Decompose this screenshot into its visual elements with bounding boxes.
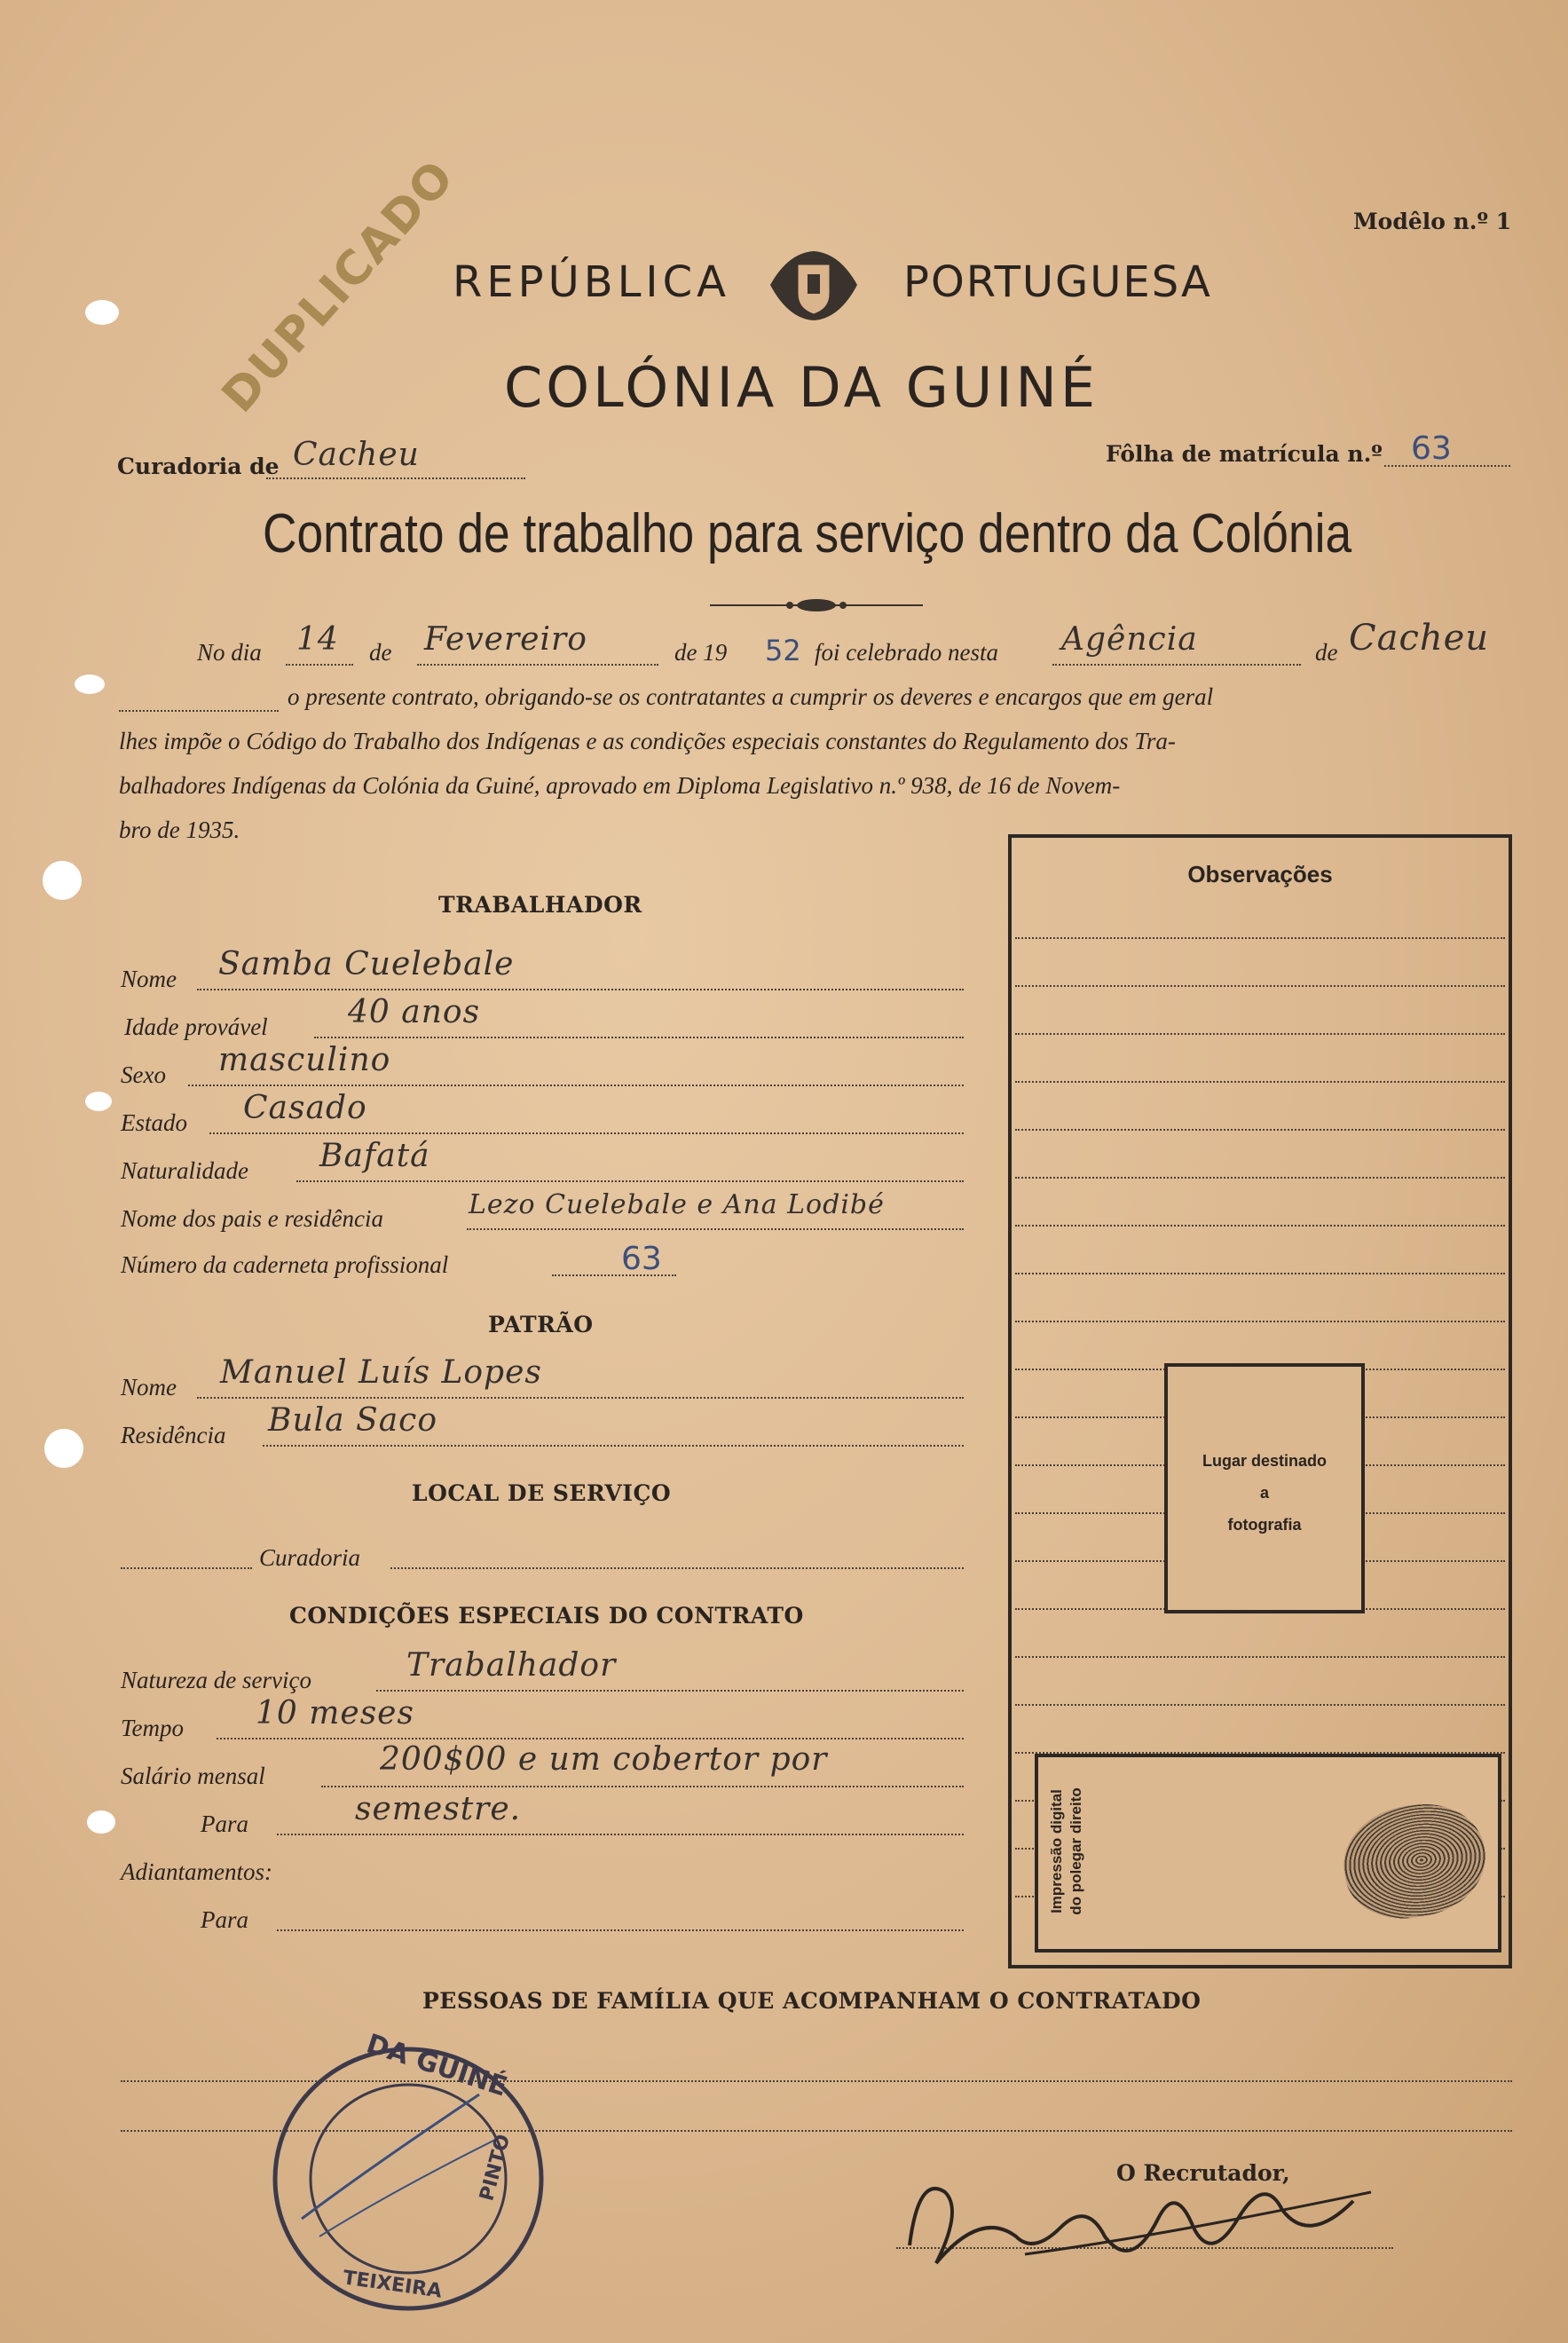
thumbprint-icon — [1336, 1795, 1493, 1926]
intro-day: 14 — [296, 621, 339, 658]
model-number: Modêlo n.º 1 — [1353, 209, 1512, 234]
thumbprint-box — [1035, 1754, 1501, 1952]
day-line — [286, 664, 353, 666]
cond-tempo-line — [217, 1738, 964, 1740]
cond-para-line — [277, 1834, 964, 1835]
thumbprint-label: Impressão digital do polegar direito — [1048, 1787, 1084, 1915]
patrao-residencia-value: Bula Saco — [268, 1402, 438, 1439]
photo-label-1: Lugar destinado — [1202, 1452, 1327, 1470]
trab-nome-value: Samba Cuelebale — [218, 946, 515, 982]
cond-tempo-label: Tempo — [121, 1715, 185, 1741]
cond-natureza-label: Natureza de serviço — [121, 1667, 311, 1693]
cond-adiantamentos-label: Adiantamentos: — [121, 1858, 272, 1885]
observacoes-line — [1015, 1656, 1505, 1658]
condicoes-title: CONDIÇÕES ESPECIAIS DO CONTRATO — [289, 1603, 804, 1629]
observacoes-line — [1015, 1033, 1505, 1035]
punch-hole — [44, 1429, 83, 1468]
trab-caderneta-value: 63 — [621, 1241, 662, 1277]
trab-natural-line — [296, 1180, 964, 1182]
trab-idade-label: Idade provável — [124, 1014, 268, 1040]
observacoes-line — [1015, 1129, 1505, 1131]
intro-w3: de 19 — [674, 639, 728, 666]
intro-place: Agência — [1061, 621, 1198, 658]
intro-w5: de — [1315, 639, 1338, 666]
photo-label-3: fotografia — [1227, 1516, 1302, 1534]
curadoria-line — [266, 477, 525, 479]
folha-value: 63 — [1411, 430, 1452, 467]
cond-para2-line — [277, 1929, 964, 1931]
intro-w1: No dia — [197, 639, 262, 666]
trab-natural-value: Bafatá — [319, 1138, 430, 1174]
colony-title: COLÓNIA DA GUINÉ — [504, 355, 1099, 420]
republic-left: REPÚBLICA — [453, 257, 730, 307]
title-ornament — [710, 596, 923, 614]
patrao-residencia-label: Residência — [121, 1422, 226, 1448]
intro-line4: balhadores Indígenas da Colónia da Guiné, aprovado em Diploma Legislativo n.º 938, de 16 de Novem- — [119, 772, 1121, 799]
trab-nome-line — [197, 989, 964, 990]
cond-para2-label: Para — [201, 1906, 248, 1933]
observacoes-title: Observações — [1187, 861, 1333, 888]
official-seal — [266, 2028, 550, 2316]
seal-right-text: PINTO — [476, 2132, 516, 2204]
observacoes-line — [1015, 1177, 1505, 1179]
coat-of-arms-icon — [761, 244, 866, 326]
folha-label: Fôlha de matrícula n.º — [1106, 441, 1383, 467]
month-line — [417, 664, 658, 666]
intro-line3: lhes impõe o Código do Trabalho dos Indígenas e as condições especiais constantes do Regulamento dos Tra- — [119, 728, 1176, 754]
patrao-nome-line — [197, 1397, 964, 1399]
seal-bottom-text: TEIXEIRA — [341, 2267, 444, 2303]
trab-natural-label: Naturalidade — [121, 1157, 249, 1184]
trab-estado-line — [209, 1132, 964, 1134]
observacoes-line — [1015, 937, 1505, 939]
intro-month: Fevereiro — [424, 621, 587, 658]
intro-line2: o presente contrato, obrigando-se os contratantes a cumprir os deveres e encargos que em geral — [288, 683, 1214, 710]
patrao-nome-label: Nome — [121, 1374, 177, 1400]
observacoes-line — [1015, 1273, 1505, 1274]
patrao-nome-value: Manuel Luís Lopes — [220, 1354, 542, 1391]
trabalhador-title: TRABALHADOR — [438, 892, 642, 918]
tear-mark — [87, 1810, 115, 1834]
local-curadoria-label: Curadoria — [259, 1544, 361, 1571]
photo-label-2: a — [1259, 1484, 1269, 1502]
trab-estado-value: Casado — [243, 1090, 367, 1126]
curadoria-label: Curadoria de — [117, 454, 280, 479]
trab-pais-label: Nome dos pais e residência — [121, 1205, 383, 1232]
trab-estado-label: Estado — [121, 1109, 188, 1136]
observacoes-line — [1015, 1225, 1505, 1227]
city-continuation-line — [119, 710, 279, 712]
observacoes-box — [1008, 834, 1512, 1968]
local-title: LOCAL DE SERVIÇO — [412, 1480, 672, 1506]
cond-natureza-value: Trabalhador — [406, 1647, 617, 1684]
republic-right: PORTUGUESA — [903, 257, 1212, 307]
intro-year: 52 — [765, 634, 801, 667]
cond-natureza-line — [376, 1690, 964, 1692]
place-line — [1052, 664, 1301, 666]
trab-pais-value: Lezo Cuelebale e Ana Lodibé — [469, 1189, 885, 1220]
trab-pais-line — [467, 1228, 964, 1230]
trab-idade-line — [314, 1037, 964, 1038]
trab-sexo-line — [188, 1085, 964, 1086]
intro-line5: bro de 1935. — [119, 816, 240, 843]
recruiter-signature — [892, 2139, 1389, 2290]
observacoes-line — [1015, 985, 1505, 987]
cond-para-value: semestre. — [355, 1791, 522, 1827]
cond-para-label: Para — [201, 1810, 248, 1837]
local-curadoria-line — [390, 1567, 964, 1569]
tear-mark — [75, 674, 105, 694]
patrao-title: PATRÃO — [488, 1312, 594, 1337]
trab-caderneta-label: Número da caderneta profissional — [121, 1251, 449, 1278]
intro-city: Cacheu — [1349, 618, 1490, 659]
seal-top-text: DA GUINÉ — [362, 2028, 511, 2103]
duplicado-stamp: DUPLICADO — [211, 149, 466, 423]
intro-w2: de — [369, 639, 392, 666]
recrutador-label: O Recrutador, — [1116, 2160, 1290, 2186]
observacoes-line — [1015, 1081, 1505, 1083]
trab-sexo-value: masculino — [218, 1042, 391, 1078]
trab-nome-label: Nome — [121, 966, 177, 992]
observacoes-line — [1015, 1321, 1505, 1322]
curadoria-value: Cacheu — [293, 437, 420, 473]
local-pre-line — [121, 1567, 252, 1569]
patrao-residencia-line — [263, 1445, 964, 1447]
intro-w4: foi celebrado nesta — [815, 639, 998, 666]
contract-title: Contrato de trabalho para serviço dentro da Colónia — [263, 503, 1352, 564]
tear-mark — [85, 300, 119, 325]
cond-salario-value: 200$00 e um cobertor por — [380, 1741, 828, 1778]
punch-hole — [43, 861, 82, 900]
cond-salario-label: Salário mensal — [121, 1763, 265, 1789]
trab-idade-value: 40 anos — [348, 994, 481, 1030]
trab-sexo-label: Sexo — [121, 1061, 166, 1088]
tear-mark — [85, 1092, 112, 1111]
observacoes-line — [1015, 1704, 1505, 1706]
familia-title: PESSOAS DE FAMÍLIA QUE ACOMPANHAM O CONTRATADO — [422, 1988, 1202, 2014]
cond-salario-line — [321, 1786, 964, 1787]
cond-tempo-value: 10 meses — [256, 1695, 414, 1732]
photo-placeholder — [1164, 1363, 1365, 1613]
